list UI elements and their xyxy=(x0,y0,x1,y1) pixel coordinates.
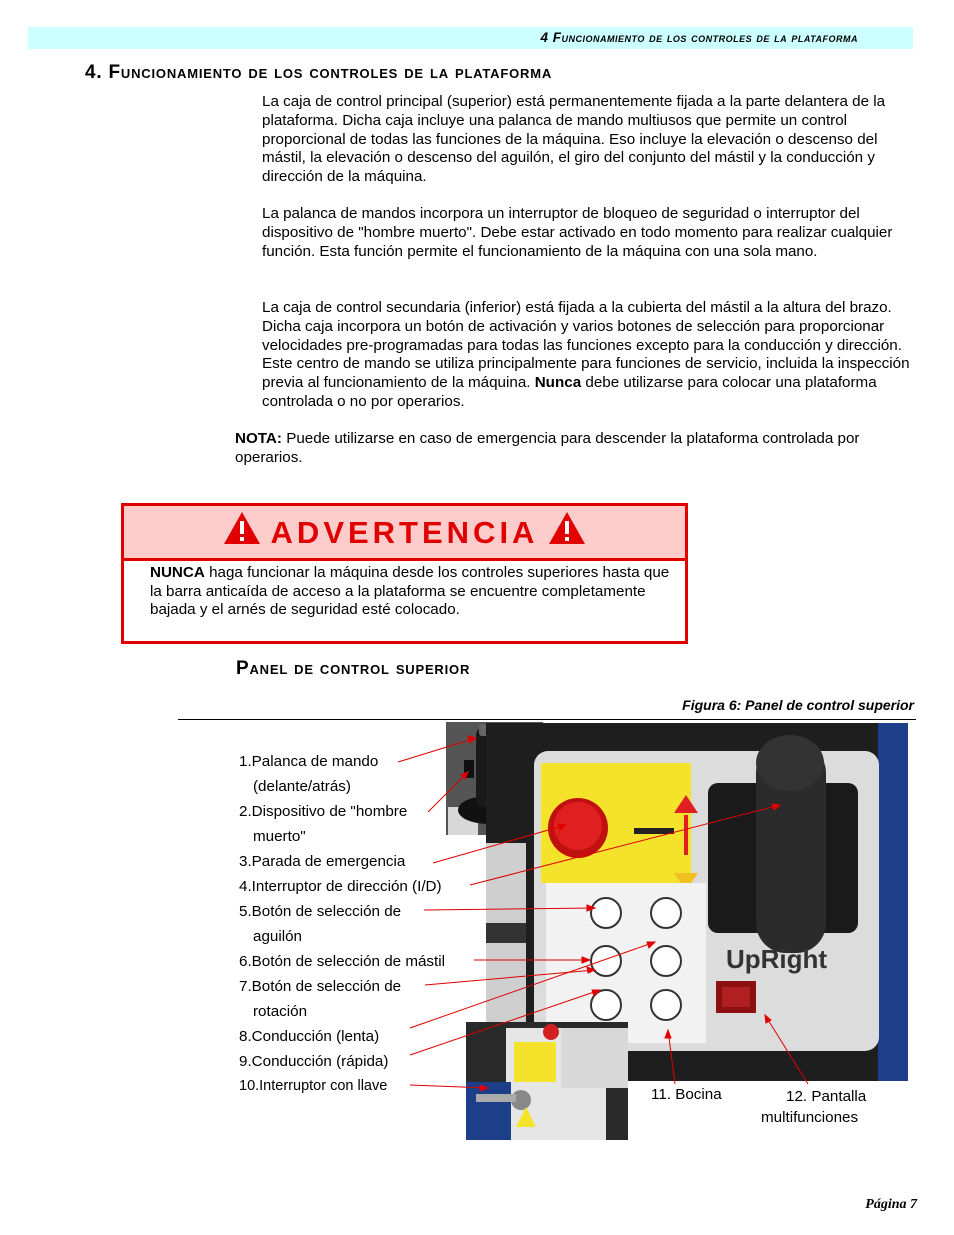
label-7-cont: rotación xyxy=(253,1003,308,1020)
label-6: 6.Botón de selección de mástil xyxy=(239,953,445,970)
running-header-title: 4 Funcionamiento de los controles de la plataforma xyxy=(540,30,858,45)
label-11: 11. Bocina xyxy=(651,1086,722,1103)
label-1: 1.Palanca de mando xyxy=(239,753,379,770)
label-2-cont: muerto" xyxy=(253,828,306,845)
paragraph-joystick: La palanca de mandos incorpora un interruptor de bloqueo de seguridad o interruptor del dispositivo de "hombre muerto". Debe estar activado en todo momento para realizar cualquier función. Esta función permite el funcionamiento de la máquina con una sola mano. xyxy=(262,205,893,260)
label-9: 9.Conducción (rápida) xyxy=(239,1053,389,1070)
label-7: 7.Botón de selección de xyxy=(239,978,402,995)
label-1-cont: (delante/atrás) xyxy=(253,778,351,795)
label-12-line2: multifunciones xyxy=(761,1109,859,1126)
paragraph-secondary-bold: Nunca xyxy=(534,374,582,392)
warning-bold: NUNCA xyxy=(150,564,205,581)
label-5: 5.Botón de selección de xyxy=(239,903,402,920)
figure-caption: Figura 6: Panel de control superior xyxy=(682,697,914,713)
warning-title: ADVERTENCIA xyxy=(270,515,539,551)
paragraph-secondary-text: La caja de control secundaria (inferior) está fijada a la cubierta del mástil a la altura del brazo. Dicha caja incorpora un botón de activación y varios botones de selección para proporcionar velocidades pre-programadas para todas las funciones excepto para la conducción y dirección. Este centro de mando se utiliza principalmente para funciones de servicio, incluida la inspección previa al funcionamiento de la máquina. xyxy=(262,299,910,392)
paragraph-main-control-box: La caja de control principal (superior) está permanentemente fijada a la parte delantera de la plataforma. Dicha caja incluye una palanca de mando multiusos que permite un control proporcional de todas las funciones de la máquina. Eso incluye la elevación o descenso del mástil, la elevación o descenso del aguilón, el giro del conjunto del mástil y la conducción y dirección de la máquina. xyxy=(262,93,886,186)
label-2: 2.Dispositivo de "hombre xyxy=(239,803,408,820)
note-text: Puede utilizarse en caso de emergencia para descender la plataforma controlada por operarios. xyxy=(235,430,860,466)
paragraph-secondary-end: debe utilizarse para colocar una plataforma controlada o no por operarios. xyxy=(262,374,877,410)
label-8: 8.Conducción (lenta) xyxy=(239,1028,380,1045)
label-5-cont: aguilón xyxy=(253,928,302,945)
section-title: 4. Funcionamiento de los controles de la plataforma xyxy=(85,62,553,83)
warning-body: haga funcionar la máquina desde los controles superiores hasta que la barra anticaída de acceso a la plataforma se encuentre completamente bajada y el arnés de seguridad esté colocado. xyxy=(150,564,670,619)
label-3: 3.Parada de emergencia xyxy=(239,853,406,870)
note-label: NOTA: xyxy=(235,430,282,447)
label-10: 10.Interruptor con llave xyxy=(239,1078,388,1094)
subsection-title: Panel de control superior xyxy=(236,658,471,679)
upright-logo: UpRight xyxy=(726,944,828,974)
label-4: 4.Interruptor de dirección (I/D) xyxy=(239,878,442,895)
label-12-line1: 12. Pantalla xyxy=(786,1088,867,1105)
page-number: Página 7 xyxy=(865,1197,917,1212)
